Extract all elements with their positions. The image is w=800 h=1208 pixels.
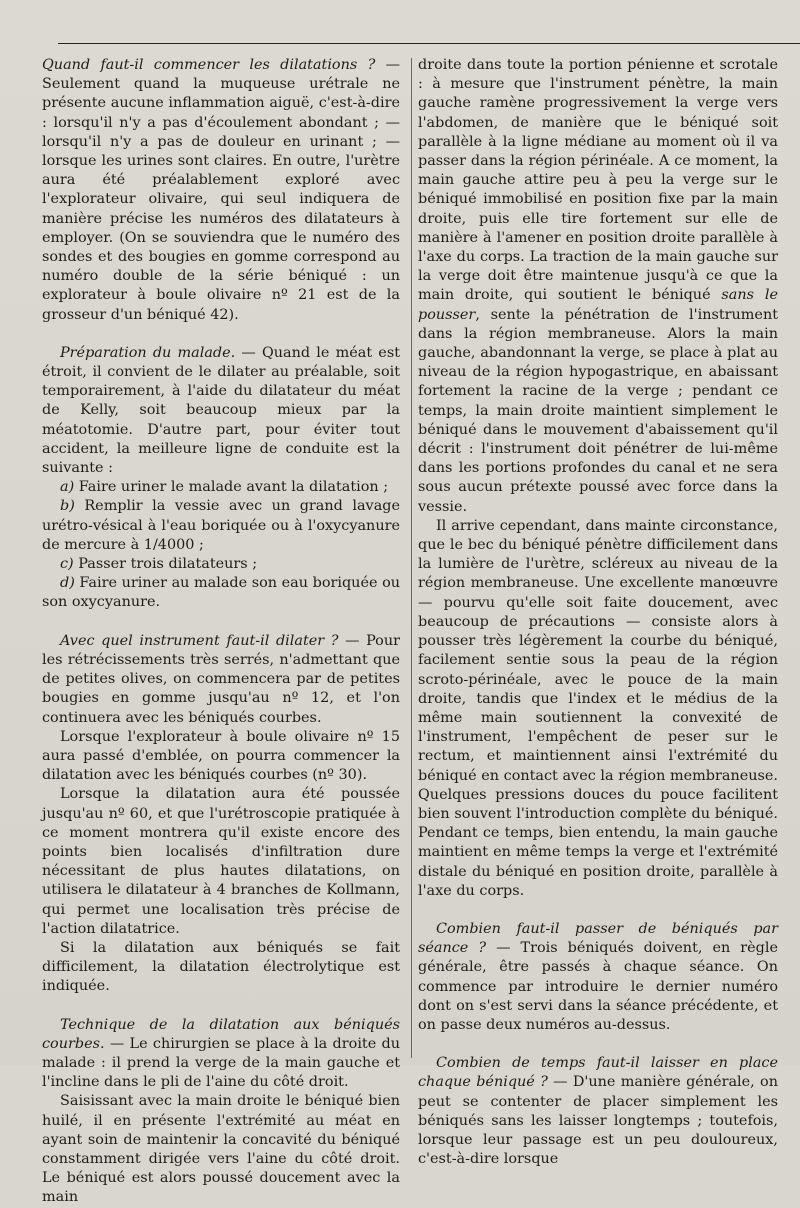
list-item-a-text: Faire uriner le malade avant la dilatation ; bbox=[74, 479, 389, 496]
marker-a: a) bbox=[60, 479, 75, 496]
heading-preparation: Préparation du malade. bbox=[60, 344, 236, 361]
right-column bbox=[418, 56, 778, 1169]
paragraph-electrolytique: Si la dilatation aux béniqués se fait difficilement, la dilatation électrolytique est indiquée. bbox=[42, 939, 400, 995]
list-item-d bbox=[42, 574, 400, 612]
continuation-text-1: droite dans toute la portion pénienne et scrotale : à mesure que l'instrument pénètre, la main gauche ramène progressivement la verge vers l'abdomen, de manière que le béniqué soit parallèle à la ligne médiane au moment où il va passer dans la région périnéale. A ce moment, la main gauche attire peu à peu la verge sur le béniqué immobilisé en position fixe par la main droite, puis elle tire fortement sur elle de manière à l'amener en position droite parallèle à l'axe du corps. La traction de la main gauche sur la verge doit être maintenue jusqu'à ce que la main droite, qui soutient le béniqué bbox=[418, 57, 778, 304]
top-rule bbox=[58, 43, 800, 44]
text-combien-beniques: — Trois béniqués doivent, en règle générale, être passés à chaque séance. On commence par introduire le dernier numéro dont on s'est servi dans la séance précédente, et on passe deux numéros au-dessus. bbox=[418, 940, 778, 1033]
section-start-dilatations bbox=[42, 56, 400, 325]
left-column bbox=[42, 56, 400, 1208]
text-technique: — Le chirurgien se place à la droite du malade : il prend la verge de la main gauche et l'incline dans le pli de l'aine du côté droit. bbox=[42, 1035, 400, 1091]
continuation-text-2: , sente la pénétration de l'instrument dans la région membraneuse. Alors la main gauche, abandonnant la verge, se place à plat au niveau de la région hypogastrique, en abaissant fortement la racine de la verge ; pendant ce temps, la main droite maintient simplement le béniqué dans le mouvement d'abaissement qu'il décrit : l'instrument doit pénétrer de lui-même dans les portions profondes du canal et ne sera sous aucun prétexte poussé avec force dans la vessie. bbox=[418, 306, 778, 515]
section-preparation bbox=[42, 344, 400, 478]
section-instrument bbox=[42, 632, 400, 728]
paragraph-continuation bbox=[418, 56, 778, 517]
marker-c: c) bbox=[60, 556, 74, 573]
section-combien-temps bbox=[418, 1054, 778, 1169]
text-dilatations: — Seulement quand la muqueuse urétrale ne présente aucune inflammation aiguë, c'est-à-dire : lorsqu'il n'y a pas d'écoulement abondant ; — lorsqu'il n'y a pas de douleur en urinant ; — lorsque les urines sont claires. En outre, l'urètre aura été préalablement exploré avec l'explorateur olivaire, qui seul indiquera de manière précise les numéros des dilatateurs à employer. (On se souviendra que le numéro des sondes et des bougies en gomme correspond au numéro double de la série béniqué : un explorateur à boule olivaire nº 21 est de la grosseur d'un béniqué 42). bbox=[42, 57, 400, 323]
section-combien-beniques bbox=[418, 920, 778, 1035]
heading-combien-beniques: Combien faut-il passer de béniqués par séance ? bbox=[418, 920, 778, 957]
paragraph-manoeuvre: Il arrive cependant, dans mainte circonstance, que le bec du béniqué pénètre difficilement dans la lumière de l'urètre, scléreux au niveau de la région membraneuse. Une excellente manœuvre — pourvu qu'elle soit faite doucement, avec beaucoup de précautions — consiste alors à pousser très légèrement la courbe du béniqué, facilement sentie sous la peau de la région scroto-périnéale, avec le pouce de la main droite, tandis que l'index et le médius de la même main soutiennent la convexité de l'instrument, l'empêchent de peser sur le rectum, et maintiennent ainsi l'extrémité du béniqué en contact avec la région membraneuse. Quelques pressions douces du pouce facilitent bien souvent l'introduction complète du béniqué. Pendant ce temps, bien entendu, la main gauche maintient en même temps la verge et l'extrémité distale du béniqué en position droite, parallèle à l'axe du corps. bbox=[418, 517, 778, 899]
text-combien-temps: — D'une manière générale, on peut se contenter de placer simplement les béniqués sans les laisser longtemps ; toutefois, lorsque leur passage est un peu douloureux, c'est-à-dire lorsque bbox=[418, 1074, 778, 1168]
list-item-b bbox=[42, 497, 400, 555]
heading-instrument: Avec quel instrument faut-il dilater ? bbox=[60, 632, 339, 649]
heading-combien-temps: Combien de temps faut-il laisser en place chaque béniqué ? bbox=[418, 1055, 778, 1091]
text-preparation: — Quand le méat est étroit, il convient de le dilater au préalable, soit temporairement, à l'aide du dilatateur du méat de Kelly, soit beaucoup mieux par la méatotomie. D'autre part, pour éviter tout accident, la meilleure ligne de conduite est la suivante : bbox=[42, 344, 400, 477]
section-technique bbox=[42, 1016, 400, 1093]
list-item-b-text: Remplir la vessie avec un grand lavage urétro-vésical à l'eau boriquée ou à l'oxycyanure de mercure à 1/4000 ; bbox=[42, 498, 400, 553]
text-instrument: — Pour les rétrécissements très serrés, n'admettant que de petites olives, on commencera par de petites bougies en gomme jusqu'au nº 12, et l'on continuera avec les béniqués courbes. bbox=[42, 632, 400, 726]
marker-b: b) bbox=[60, 498, 75, 515]
list-item-c-text: Passer trois dilatateurs ; bbox=[73, 556, 258, 573]
paragraph-saisissant: Saisissant avec la main droite le béniqué bien huilé, il en présente l'extrémité au méat en ayant soin de maintenir la concavité du béniqué constamment dirigée vers l'aine du côté droit. Le béniqué est alors poussé doucement avec la main bbox=[42, 1093, 400, 1206]
continuation-emphasis: sans le pousser bbox=[418, 287, 778, 323]
list-item-d-text: Faire uriner au malade son eau boriquée ou son oxycyanure. bbox=[42, 575, 400, 611]
list-item-c bbox=[42, 555, 400, 574]
paragraph-kollmann: Lorsque la dilatation aura été poussée jusqu'au nº 60, et que l'urétroscopie pratiquée à ce moment montrera qu'il existe encore des points bien localisés d'infiltration dure nécessitant de plus hautes dilatations, on utilisera le dilatateur à 4 branches de Kollmann, qui permet une localisation très précise de l'action dilatatrice. bbox=[42, 786, 400, 937]
column-divider bbox=[411, 58, 412, 1058]
heading-dilatations: Quand faut-il commencer les dilatations ? bbox=[42, 57, 376, 73]
list-item-a bbox=[42, 478, 400, 497]
heading-technique: Technique de la dilatation aux béniqués courbes. bbox=[42, 1016, 400, 1052]
paragraph-explorateur: Lorsque l'explorateur à boule olivaire nº 15 aura passé d'emblée, on pourra commencer la dilatation avec les béniqués courbes (nº 30). bbox=[42, 728, 400, 784]
marker-d: d) bbox=[60, 575, 75, 592]
